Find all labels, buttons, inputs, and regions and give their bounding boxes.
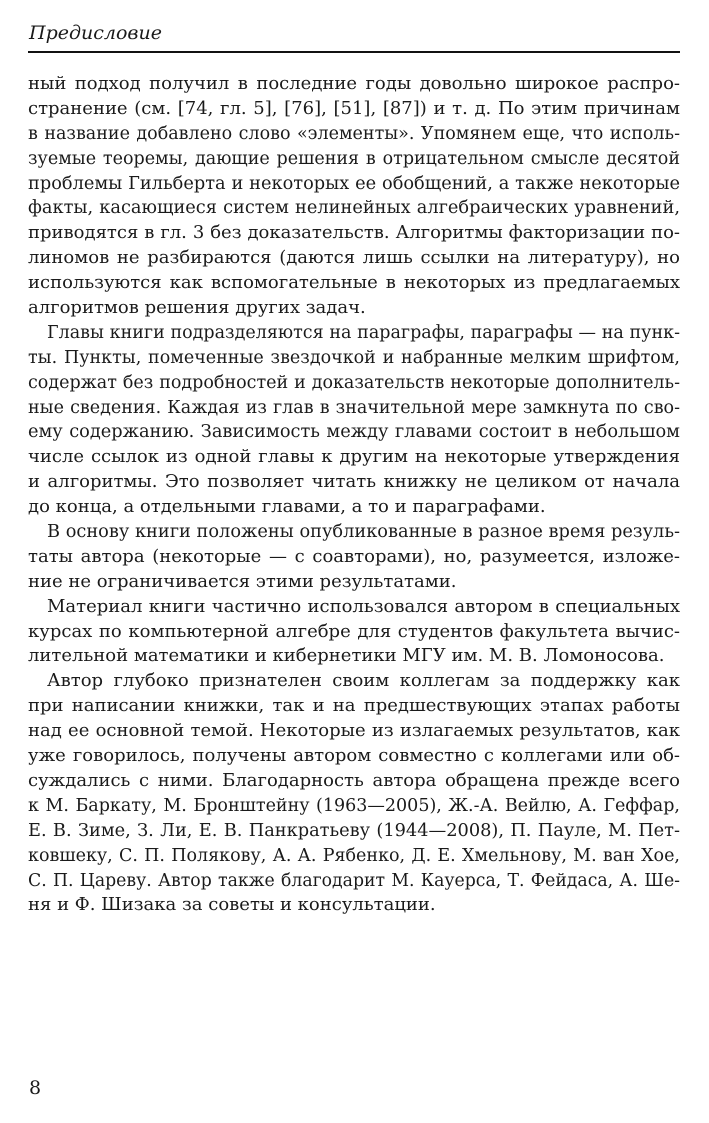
text-line: над ее основной темой. Некоторые из излагаемых результатов, как [28, 720, 680, 742]
text-line: уже говорилось, получены автором совместно с коллегами или об- [28, 745, 680, 767]
text-line: странение (см. [74, гл. 5], [76], [51], [87]) и т. д. По этим причинам [28, 97, 680, 119]
text-line: ние не ограничивается этими результатами. [28, 570, 457, 592]
text-line: ня и Ф. Шизака за советы и консультации. [28, 894, 436, 916]
text-line: суждались с ними. Благодарность автора обращена прежде всего [28, 769, 680, 791]
text-line: в название добавлено слово «элементы». Упомянем еще, что исполь- [28, 123, 680, 144]
text-line: алгоритмов решения других задач. [28, 297, 366, 319]
text-line: зуемые теоремы, дающие решения в отрицательном смысле десятой [28, 148, 680, 169]
text-line: ный подход получил в последние годы довольно широкое распро- [28, 73, 680, 94]
text-line: к М. Баркату, М. Бронштейну (1963—2005), Ж.-А. Вейлю, А. Геффар, [28, 795, 680, 816]
header-rule [28, 51, 680, 53]
text-line: Автор глубоко признателен своим коллегам за поддержку как [47, 670, 680, 692]
text-line: до конца, а отдельными главами, а то и параграфами. [28, 496, 546, 518]
page-number: 8 [29, 1077, 42, 1099]
text-line: таты автора (некоторые — с соавторами), но, разумеется, изложе- [28, 545, 680, 567]
text-line: С. П. Цареву. Автор также благодарит М. Кауерса, Т. Фейдаса, А. Ше- [28, 870, 680, 891]
text-line: ты. Пункты, помеченные звездочкой и набранные мелким шрифтом, [28, 347, 680, 368]
text-line: при написании книжки, так и на предшествующих этапах работы [28, 695, 680, 717]
text-line: приводятся в гл. 3 без доказательств. Алгоритмы факторизации по- [28, 222, 680, 244]
text-line: ные сведения. Каждая из глав в значительной мере замкнута по сво- [28, 397, 680, 418]
text-line: ему содержанию. Зависимость между главами состоит в небольшом [28, 422, 680, 443]
text-line: лительной математики и кибернетики МГУ им. М. В. Ломоносова. [28, 645, 665, 667]
text-line: В основу книги положены опубликованные в разное время резуль- [47, 522, 680, 543]
body-text [28, 72, 680, 918]
text-line: содержат без подробностей и доказательств некоторые дополнитель- [28, 372, 680, 393]
text-line: Е. В. Зиме, З. Ли, Е. В. Панкратьеву (1944—2008), П. Пауле, М. Пет- [28, 820, 680, 841]
text-line: курсах по компьютерной алгебре для студентов факультета вычис- [28, 620, 680, 642]
text-line: Материал книги частично использовался автором в специальных [47, 595, 680, 617]
text-line: ковшеку, С. П. Полякову, А. А. Рябенко, Д. Е. Хмельнову, М. ван Хое, [28, 845, 680, 866]
text-line: проблемы Гильберта и некоторых ее обобщений, а также некоторые [28, 173, 680, 194]
text-line: факты, касающиеся систем нелинейных алгебраических уравнений, [28, 198, 680, 219]
text-line: и алгоритмы. Это позволяет читать книжку не целиком от начала [28, 471, 680, 493]
text-line: линомов не разбираются (даются лишь ссылки на литературу), но [28, 247, 680, 269]
text-line: используются как вспомогательные в некоторых из предлагаемых [28, 272, 680, 294]
running-header-title: Предисловие [29, 22, 162, 44]
text-line: числе ссылок из одной главы к другим на некоторые утверждения [28, 446, 680, 468]
text-line: Главы книги подразделяются на параграфы, параграфы — на пунк- [47, 322, 680, 343]
